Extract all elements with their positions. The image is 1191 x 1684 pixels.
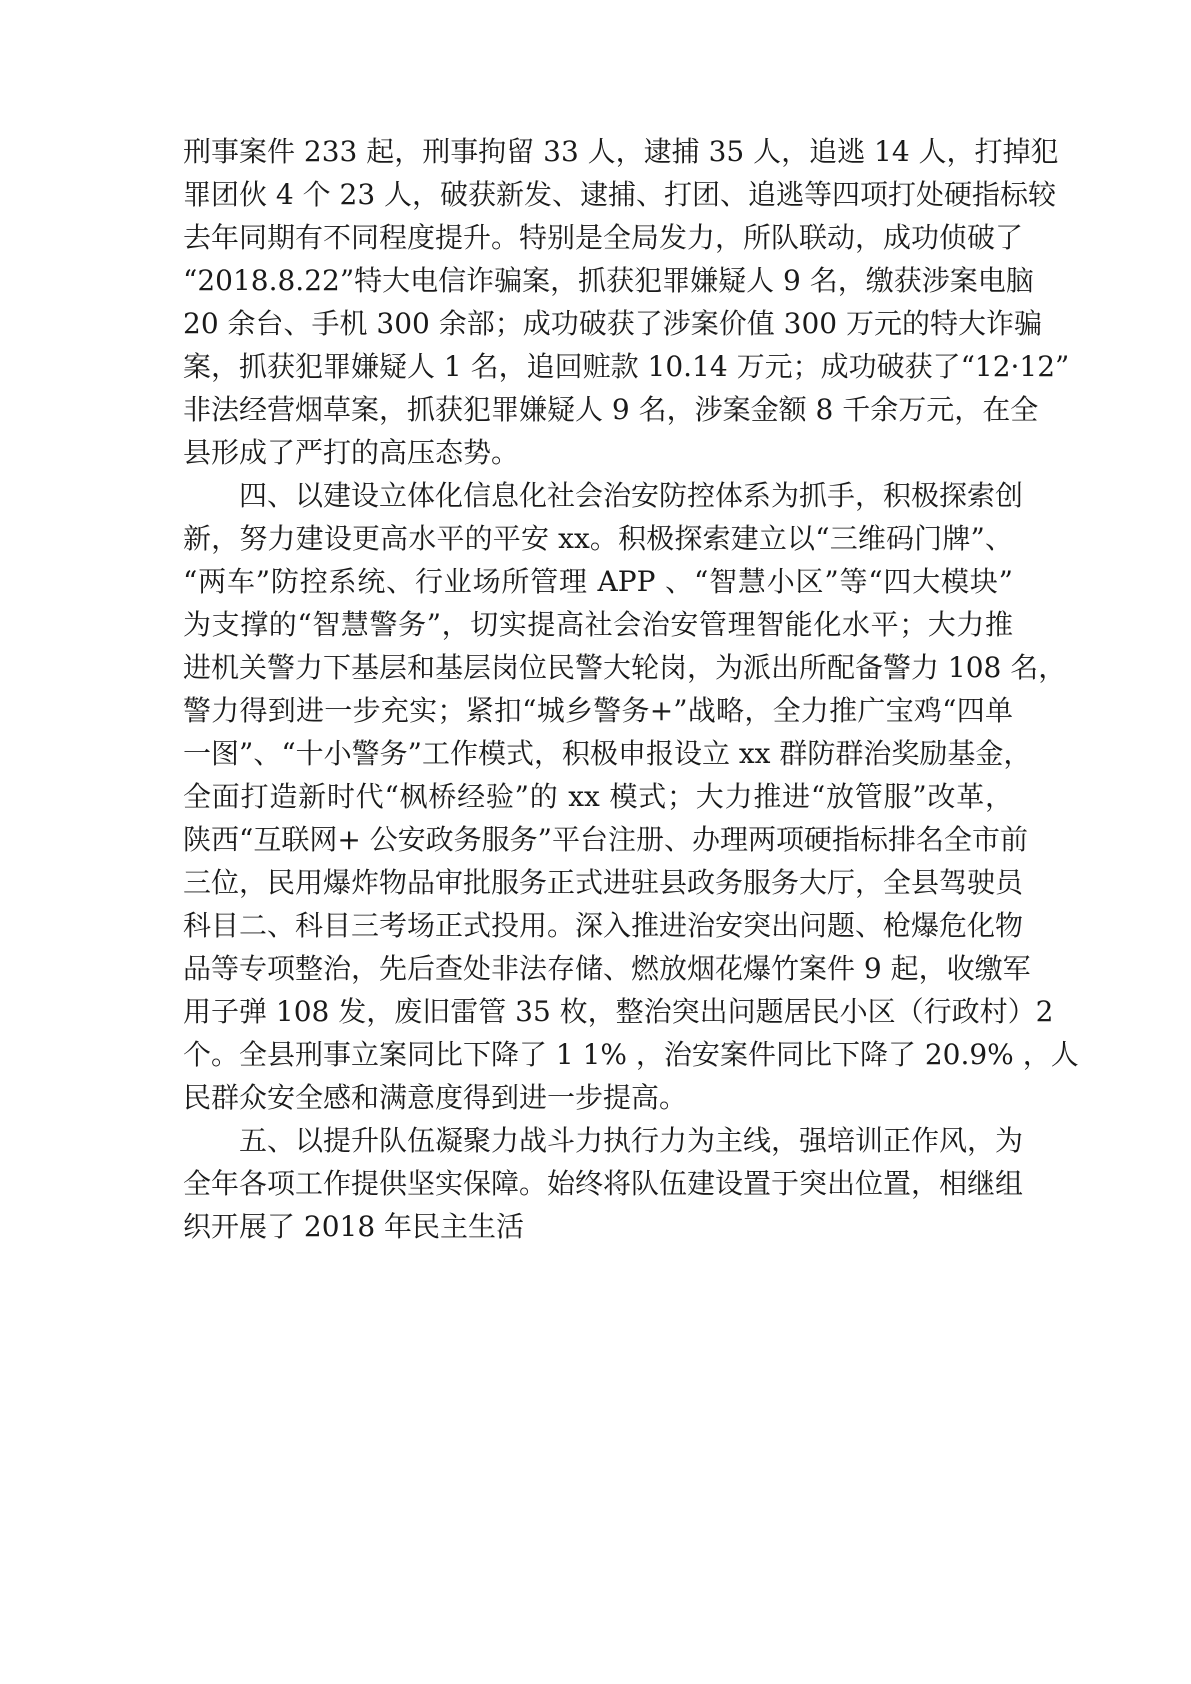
text-line: 20 余台、手机 300 余部；成功破获了涉案价值 300 万元的特大诈骗 — [183, 307, 1043, 340]
text-line: 科目二、科目三考场正式投用。深入推进治安突出问题、枪爆危化物 — [183, 909, 1024, 942]
text-line: 进机关警力下基层和基层岗位民警大轮岗，为派出所配备警力 108 名， — [183, 651, 1067, 684]
text-line: 非法经营烟草案，抓获犯罪嫌疑人 9 名，涉案金额 8 千余万元，在全 — [183, 393, 1039, 426]
paragraph-five-heading-line: 五、以提升队伍凝聚力战斗力执行力为主线，强培训正作风，为 — [239, 1124, 1024, 1157]
text-line: 去年同期有不同程度提升。特别是全局发力，所队联动，成功侦破了 — [183, 221, 1024, 254]
text-line: 案，抓获犯罪嫌疑人 1 名，追回赃款 10.14 万元；成功破获了“12·12” — [183, 350, 1070, 383]
text-line: 品等专项整治，先后查处非法存储、燃放烟花爆竹案件 9 起，收缴军 — [183, 952, 1031, 985]
text-line: 新，努力建设更高水平的平安 xx。积极探索建立以“三维码门牌”、 — [183, 522, 1013, 555]
text-line: 民群众安全感和满意度得到进一步提高。 — [183, 1081, 688, 1114]
body-text — [183, 130, 1079, 1248]
paragraph-four-heading-line: 四、以建设立体化信息化社会治安防控体系为抓手，积极探索创 — [239, 479, 1024, 512]
text-line: 织开展了 2018 年民主生活 — [183, 1210, 525, 1243]
text-line: 刑事案件 233 起，刑事拘留 33 人，逮捕 35 人，追逃 14 人，打掉犯 — [183, 135, 1059, 168]
text-line: 县形成了严打的高压态势。 — [183, 436, 520, 469]
text-line: 全面打造新时代“枫桥经验”的 xx 模式；大力推进“放管服”改革， — [183, 780, 1013, 813]
text-line: 一图”、“十小警务”工作模式，积极申报设立 xx 群防群治奖励基金， — [183, 737, 1032, 770]
text-line: 陕西“互联网+ 公安政务服务”平台注册、办理两项硬指标排名全市前 — [183, 823, 1028, 856]
text-line: 为支撑的“智慧警务”，切实提高社会治安管理智能化水平；大力推 — [183, 608, 1013, 641]
text-line: 全年各项工作提供坚实保障。始终将队伍建设置于突出位置，相继组 — [183, 1167, 1024, 1200]
text-line: 警力得到进一步充实；紧扣“城乡警务+”战略，全力推广宝鸡“四单 — [183, 694, 1013, 727]
text-line: 三位，民用爆炸物品审批服务正式进驻县政务服务大厅，全县驾驶员 — [183, 866, 1024, 899]
text-line: “2018.8.22”特大电信诈骗案，抓获犯罪嫌疑人 9 名，缴获涉案电脑 — [183, 264, 1034, 297]
text-line: 个。全县刑事立案同比下降了 1 1% ，治安案件同比下降了 20.9% ，人 — [183, 1038, 1079, 1071]
text-line: 罪团伙 4 个 23 人，破获新发、逮捕、打团、追逃等四项打处硬指标较 — [183, 178, 1057, 211]
text-line: “两车”防控系统、行业场所管理 APP 、“智慧小区”等“四大模块” — [183, 565, 1013, 598]
text-line: 用子弹 108 发，废旧雷管 35 枚，整治突出问题居民小区（行政村）2 — [183, 995, 1054, 1028]
